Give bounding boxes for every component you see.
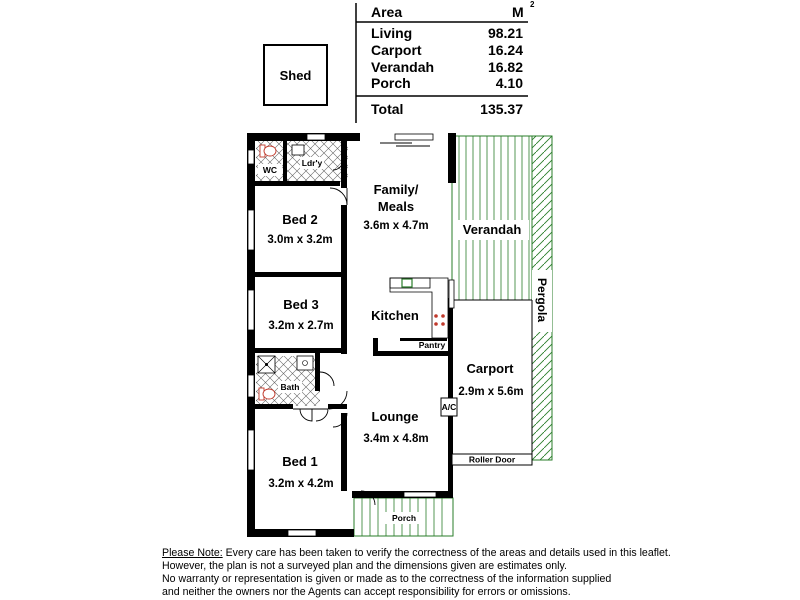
carport xyxy=(441,298,532,523)
bed2-label: Bed 2 xyxy=(282,212,318,227)
bath-label: Bath xyxy=(280,382,300,392)
pantry-label: Pantry xyxy=(418,340,446,350)
area-header-unit-sup: 2 xyxy=(530,0,535,9)
area-row-label: Living xyxy=(371,25,413,41)
area-table xyxy=(356,0,535,123)
shed xyxy=(264,45,327,105)
lounge-label: Lounge xyxy=(371,409,419,424)
disclaimer-heading: Please Note: xyxy=(162,547,223,559)
porch xyxy=(354,498,453,536)
area-total-value: 135.37 xyxy=(480,101,523,117)
ac-label: A/C xyxy=(441,402,457,412)
porch-label: Porch xyxy=(391,513,417,523)
shed-label: Shed xyxy=(279,68,312,83)
area-header-label: Area xyxy=(371,4,403,20)
area-row-label: Carport xyxy=(371,42,422,58)
disclaimer-line: However, the plan is not a surveyed plan and the dimensions given are estimates only. xyxy=(162,560,567,572)
family-label-line2: Meals xyxy=(377,199,415,214)
kitchen-label: Kitchen xyxy=(371,308,419,323)
toilet-icon xyxy=(259,388,275,400)
family-label-line1: Family/ xyxy=(373,182,419,197)
walls xyxy=(247,133,456,537)
roller-door-label: Roller Door xyxy=(468,454,516,465)
bed3-dims: 3.2m x 2.7m xyxy=(268,320,334,332)
carport-label: Carport xyxy=(466,361,514,376)
family-dims: 3.6m x 4.7m xyxy=(363,220,429,232)
vanity-icon xyxy=(297,356,313,370)
bed2-dims: 3.0m x 3.2m xyxy=(267,234,333,246)
toilet-icon xyxy=(260,145,276,157)
disclaimer-line xyxy=(162,547,792,560)
shower-icon xyxy=(258,356,275,373)
area-row-label: Verandah xyxy=(371,59,435,75)
bed3-label: Bed 3 xyxy=(283,297,319,312)
area-row-label: Porch xyxy=(371,75,411,91)
bed1-label: Bed 1 xyxy=(282,454,318,469)
windows xyxy=(248,134,454,536)
lounge-dims: 3.4m x 4.8m xyxy=(363,433,429,445)
verandah xyxy=(452,136,532,300)
area-row-value: 16.24 xyxy=(487,42,523,58)
wc-label: WC xyxy=(262,165,278,175)
room-labels xyxy=(258,157,445,490)
area-row-value: 16.82 xyxy=(487,59,523,75)
sliding-door xyxy=(380,143,430,146)
disclaimer-line: No warranty or representation is given or made as to the correctness of the information supplied xyxy=(162,573,612,585)
pergola-label: Pergola xyxy=(535,277,549,323)
disclaimer-text: Every care has been taken to verify the correctness of the areas and details used in this leaflet. xyxy=(222,547,671,559)
laundry-tub-icon xyxy=(292,145,304,155)
disclaimer-note xyxy=(162,547,792,599)
verandah-label: Verandah xyxy=(462,222,522,237)
cooktop-icon xyxy=(434,314,445,326)
bed1-dims: 3.2m x 4.2m xyxy=(268,478,334,490)
area-row-value: 4.10 xyxy=(495,75,523,91)
disclaimer-line: and neither the owners nor the Agents can accept responsibility for errors or omissions. xyxy=(162,586,571,598)
area-total-label: Total xyxy=(371,101,404,117)
area-header-unit: M xyxy=(512,4,524,20)
laundry-label: Ldr'y xyxy=(301,158,323,168)
pergola xyxy=(532,136,552,460)
carport-dims: 2.9m x 5.6m xyxy=(458,386,524,398)
area-row-value: 98.21 xyxy=(487,25,523,41)
kitchen-sink-icon xyxy=(390,278,430,288)
